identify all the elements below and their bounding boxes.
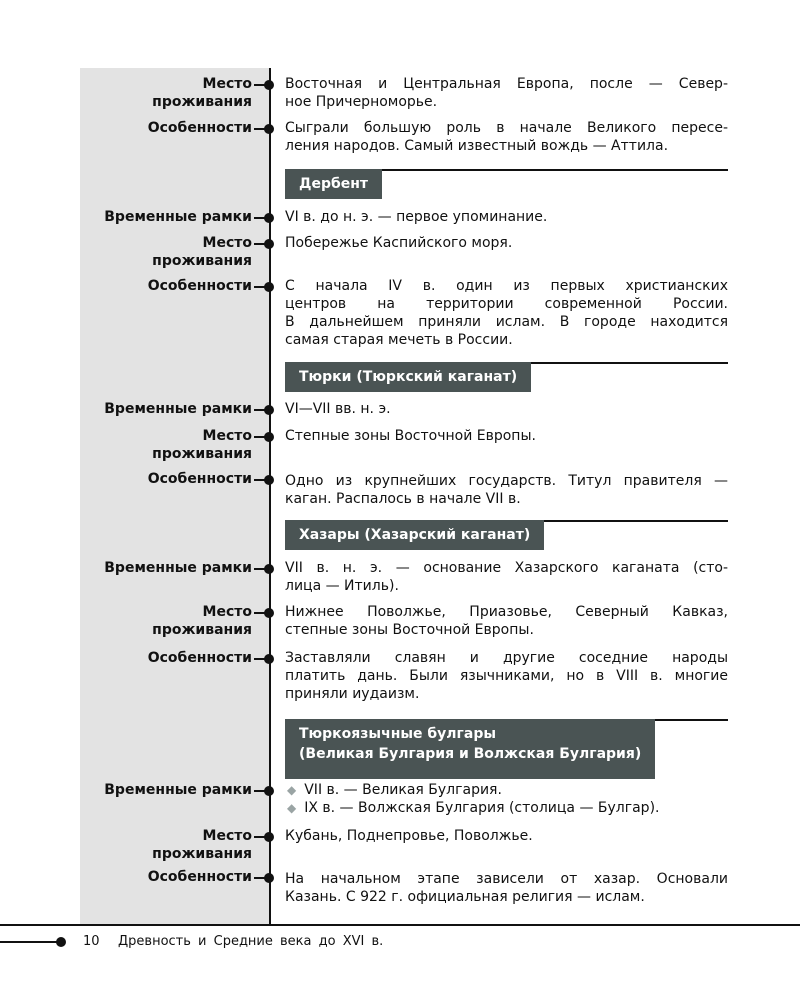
features-label: Особенности	[147, 120, 252, 136]
place-label: Место проживания	[152, 428, 252, 462]
features-label: Особенности	[147, 869, 252, 885]
time-label: Временные рамки	[104, 560, 252, 576]
connector-dot	[264, 832, 274, 842]
section-title: Тюркоязычные булгары (Великая Булгария и Волжская Булгария)	[285, 719, 655, 779]
bulgars-features-text: На начальном этапе зависели от хазар. Основали Казань. С 922 г. официальная религия — ислам.	[285, 871, 728, 905]
diamond-bullet-icon: ◆	[287, 783, 297, 797]
connector-dot	[264, 405, 274, 415]
connector-dot	[264, 475, 274, 485]
bulgars-place-text: Кубань, Поднепровье, Поволжье.	[285, 828, 533, 844]
section-title: Хазары (Хазарский каганат)	[285, 520, 544, 550]
section-title: Дербент	[285, 169, 382, 199]
turks-time-text: VI—VII вв. н. э.	[285, 401, 391, 417]
connector-dot	[264, 80, 274, 90]
derbent-time-text: VI в. до н. э. — первое упоминание.	[285, 209, 548, 225]
derbent-place-text: Побережье Каспийского моря.	[285, 235, 513, 251]
features-label: Особенности	[147, 278, 252, 294]
section-title: Тюрки (Тюркский каганат)	[285, 362, 531, 392]
connector-dot	[264, 432, 274, 442]
connector-dot	[264, 282, 274, 292]
page-number: 10	[83, 934, 100, 949]
place-label: Место проживания	[152, 828, 252, 862]
derbent-features-text: С начала IV в. один из первых христианских центров на территории современной России. В дальнейшем приняли ислам. В городе находится самая старая мечеть в России.	[285, 278, 728, 348]
khazars-place-text: Нижнее Поволжье, Приазовье, Северный Кавказ, степные зоны Восточной Европы.	[285, 604, 728, 638]
connector-dot	[264, 873, 274, 883]
place-label: Место проживания	[152, 235, 252, 269]
khazars-time-text: VII в. н. э. — основание Хазарского каганата (сто- лица — Итиль).	[285, 560, 728, 594]
running-title: Древность и Средние века до XVI в.	[118, 934, 384, 949]
footer-dot	[56, 937, 66, 947]
connector-dot	[264, 786, 274, 796]
connector-dot	[264, 608, 274, 618]
time-label: Временные рамки	[104, 401, 252, 417]
connector-dot	[264, 124, 274, 134]
list-item: ◆ IX в. — Волжская Булгария (столица — Булгар).	[287, 800, 660, 816]
connector-dot	[264, 239, 274, 249]
huns-features-text: Сыграли большую роль в начале Великого пересе- ления народов. Самый известный вождь — Аттила.	[285, 120, 728, 154]
time-label: Временные рамки	[104, 782, 252, 798]
time-label: Временные рамки	[104, 209, 252, 225]
footer-line	[0, 941, 62, 943]
bulgars-time-list	[287, 781, 730, 817]
connector-dot	[264, 654, 274, 664]
connector-dot	[264, 564, 274, 574]
page-bottom-rule	[0, 924, 800, 926]
khazars-features-text: Заставляли славян и другие соседние народы платить дань. Были язычниками, но в VIII в. многие приняли иудаизм.	[285, 650, 728, 702]
features-label: Особенности	[147, 471, 252, 487]
timeline-axis	[269, 68, 271, 925]
features-label: Особенности	[147, 650, 252, 666]
turks-features-text: Одно из крупнейших государств. Титул правителя — каган. Распалось в начале VII в.	[285, 473, 728, 507]
connector-dot	[264, 213, 274, 223]
huns-place-text: Восточная и Центральная Европа, после — Север- ное Причерноморье.	[285, 76, 728, 110]
diamond-bullet-icon: ◆	[287, 801, 297, 815]
place-label: Место проживания	[152, 604, 252, 638]
list-item: ◆ VII в. — Великая Булгария.	[287, 782, 502, 798]
place-label: Место проживания	[152, 76, 252, 110]
turks-place-text: Степные зоны Восточной Европы.	[285, 428, 536, 444]
